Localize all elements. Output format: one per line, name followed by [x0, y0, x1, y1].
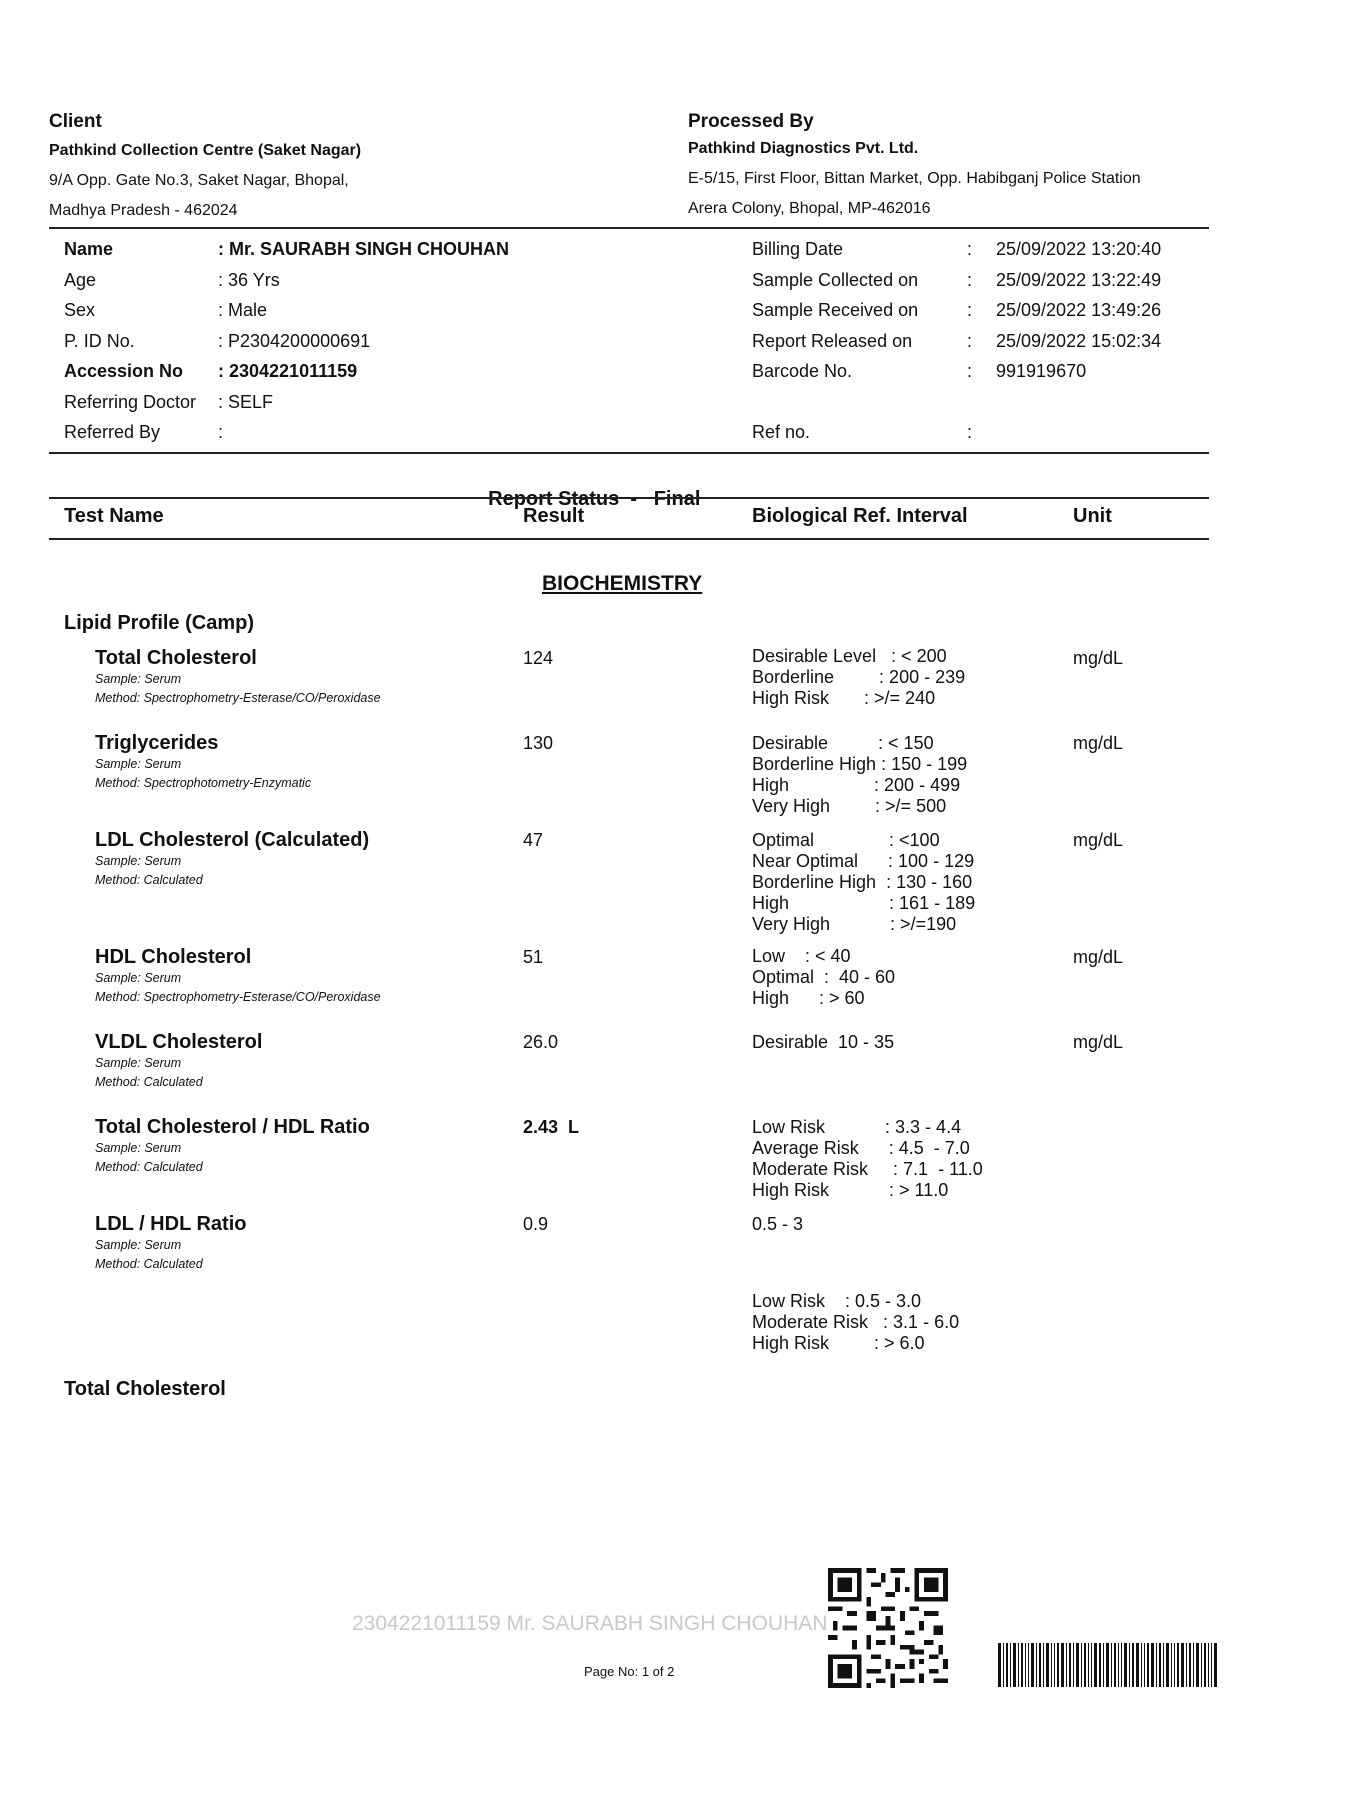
columns-divider — [49, 538, 1209, 540]
age-value: : 36 Yrs — [218, 270, 280, 290]
test-name: HDL Cholesterol — [95, 946, 252, 968]
test-result: 26.0 — [523, 1032, 559, 1052]
sample-received-label: Sample Received on — [752, 300, 919, 320]
sex-value: : Male — [218, 300, 268, 320]
test-name: Triglycerides — [95, 732, 219, 754]
test-info — [95, 946, 381, 1007]
test-method: Method: Calculated — [95, 873, 203, 887]
test-unit: mg/dL — [1073, 830, 1124, 850]
pid-value: : P2304200000691 — [218, 331, 371, 351]
test-result: 130 — [523, 733, 554, 753]
colon: : — [967, 239, 973, 259]
test-name: Total Cholesterol / HDL Ratio — [95, 1116, 370, 1138]
report-status-label: Report Status - — [488, 488, 638, 510]
referred-by-value: : — [218, 422, 224, 442]
test-info — [95, 1213, 246, 1274]
ref-no-label: Ref no. — [752, 422, 811, 442]
sex-label: Sex — [64, 300, 96, 320]
test-method: Method: Calculated — [95, 1075, 203, 1089]
colon: : — [967, 331, 973, 351]
test-method: Method: Spectrophometry-Esterase/CO/Peroxidase — [95, 990, 381, 1004]
patient-watermark: 2304221011159 Mr. SAURABH SINGH CHOUHAN — [352, 1612, 828, 1635]
barcode-no-label: Barcode No. — [752, 361, 853, 381]
test-method: Method: Spectrophometry-Esterase/CO/Peroxidase — [95, 691, 381, 705]
test-result: 51 — [523, 947, 544, 967]
client-address-line2: Madhya Pradesh - 462024 — [49, 202, 238, 219]
pid-label: P. ID No. — [64, 331, 135, 351]
test-name: LDL / HDL Ratio — [95, 1213, 247, 1235]
sample-collected-value: 25/09/2022 13:22:49 — [996, 270, 1162, 290]
test-sample: Sample: Serum — [95, 672, 182, 686]
barcode-no-value: 991919670 — [996, 361, 1087, 381]
report-released-value: 25/09/2022 15:02:34 — [996, 331, 1162, 351]
test-info — [95, 1116, 370, 1177]
test-info — [95, 829, 369, 890]
colon: : — [967, 361, 973, 381]
page-number: Page No: 1 of 2 — [584, 1664, 675, 1679]
referred-by-label: Referred By — [64, 422, 161, 442]
test-method: Method: Calculated — [95, 1160, 203, 1174]
accession-label: Accession No — [64, 361, 184, 381]
status-divider — [49, 497, 1209, 499]
barcode-graphic — [998, 1643, 1218, 1687]
client-address-line1: 9/A Opp. Gate No.3, Saket Nagar, Bhopal, — [49, 172, 349, 189]
patient-divider — [49, 452, 1209, 454]
referring-doctor-value: : SELF — [218, 392, 274, 412]
processed-by-address-line1: E-5/15, First Floor, Bittan Market, Opp. Habibganj Police Station — [688, 170, 1141, 187]
sample-collected-label: Sample Collected on — [752, 270, 919, 290]
test-result: 47 — [523, 830, 544, 850]
name-value: : Mr. SAURABH SINGH CHOUHAN — [218, 239, 510, 259]
test-result: 0.9 — [523, 1214, 549, 1234]
billing-date-label: Billing Date — [752, 239, 844, 259]
colon: : — [967, 422, 973, 442]
processed-by-name: Pathkind Diagnostics Pvt. Ltd. — [688, 140, 919, 157]
col-result: Result — [523, 505, 585, 527]
test-method: Method: Spectrophotometry-Enzymatic — [95, 776, 312, 790]
billing-date-value: 25/09/2022 13:20:40 — [996, 239, 1162, 259]
col-unit: Unit — [1073, 505, 1112, 527]
test-result-flagged: 2.43 L — [523, 1117, 580, 1137]
test-sample: Sample: Serum — [95, 757, 182, 771]
test-sample: Sample: Serum — [95, 1238, 182, 1252]
colon: : — [967, 300, 973, 320]
test-ref-interval: 0.5 - 3 — [752, 1214, 804, 1234]
test-unit: mg/dL — [1073, 947, 1124, 967]
test-unit: mg/dL — [1073, 1032, 1124, 1052]
test-ref-interval: Low : < 40 Optimal : 40 - 60 High : > 60 — [752, 946, 896, 1008]
panel-title: Lipid Profile (Camp) — [64, 612, 254, 634]
test-unit: mg/dL — [1073, 733, 1124, 753]
test-ref-interval: Optimal : <100 Near Optimal : 100 - 129 Borderline High : 130 - 160 High : 161 - 189 Very High : >/=190 — [752, 830, 976, 934]
test-info — [95, 732, 311, 793]
test-name: VLDL Cholesterol — [95, 1031, 263, 1053]
test-sample: Sample: Serum — [95, 1056, 182, 1070]
section-title: BIOCHEMISTRY — [542, 572, 703, 595]
test-ref-interval: Low Risk : 3.3 - 4.4 Average Risk : 4.5 - 7.0 Moderate Risk : 7.1 - 11.0 High Risk : > 11.0 — [752, 1117, 983, 1200]
test-result: 124 — [523, 648, 554, 668]
test-sample: Sample: Serum — [95, 854, 182, 868]
test-unit: mg/dL — [1073, 648, 1124, 668]
report-status — [477, 465, 700, 511]
test-name: Total Cholesterol — [95, 647, 257, 669]
test-sample: Sample: Serum — [95, 971, 182, 985]
col-ref-interval: Biological Ref. Interval — [752, 505, 968, 527]
report-status-value: Final — [653, 488, 701, 510]
test-name: LDL Cholesterol (Calculated) — [95, 829, 370, 851]
test-method: Method: Calculated — [95, 1257, 203, 1271]
test-ref-interval: Desirable 10 - 35 — [752, 1032, 895, 1052]
referring-doctor-label: Referring Doctor — [64, 392, 197, 412]
test-sample: Sample: Serum — [95, 1141, 182, 1155]
col-test-name: Test Name — [64, 505, 164, 527]
test-info — [95, 647, 381, 708]
test-ref-interval: Desirable : < 150 Borderline High : 150 - 199 High : 200 - 499 Very High : >/= 500 — [752, 733, 968, 816]
test-ref-interval: Desirable Level : < 200 Borderline : 200 - 239 High Risk : >/= 240 — [752, 646, 966, 708]
client-heading: Client — [49, 111, 102, 132]
processed-by-heading: Processed By — [688, 111, 814, 132]
ldl-hdl-risk-ref: Low Risk : 0.5 - 3.0 Moderate Risk : 3.1 - 6.0 High Risk : > 6.0 — [752, 1291, 960, 1353]
test-info — [95, 1031, 262, 1092]
header-divider — [49, 227, 1209, 229]
client-name: Pathkind Collection Centre (Saket Nagar) — [49, 142, 362, 159]
processed-by-address-line2: Arera Colony, Bhopal, MP-462016 — [688, 200, 931, 217]
age-label: Age — [64, 270, 97, 290]
accession-value: : 2304221011159 — [218, 361, 358, 381]
sample-received-value: 25/09/2022 13:49:26 — [996, 300, 1162, 320]
name-label: Name — [64, 239, 114, 259]
report-released-label: Report Released on — [752, 331, 913, 351]
footer-heading: Total Cholesterol — [64, 1378, 226, 1400]
qr-code — [828, 1568, 948, 1688]
colon: : — [967, 270, 973, 290]
